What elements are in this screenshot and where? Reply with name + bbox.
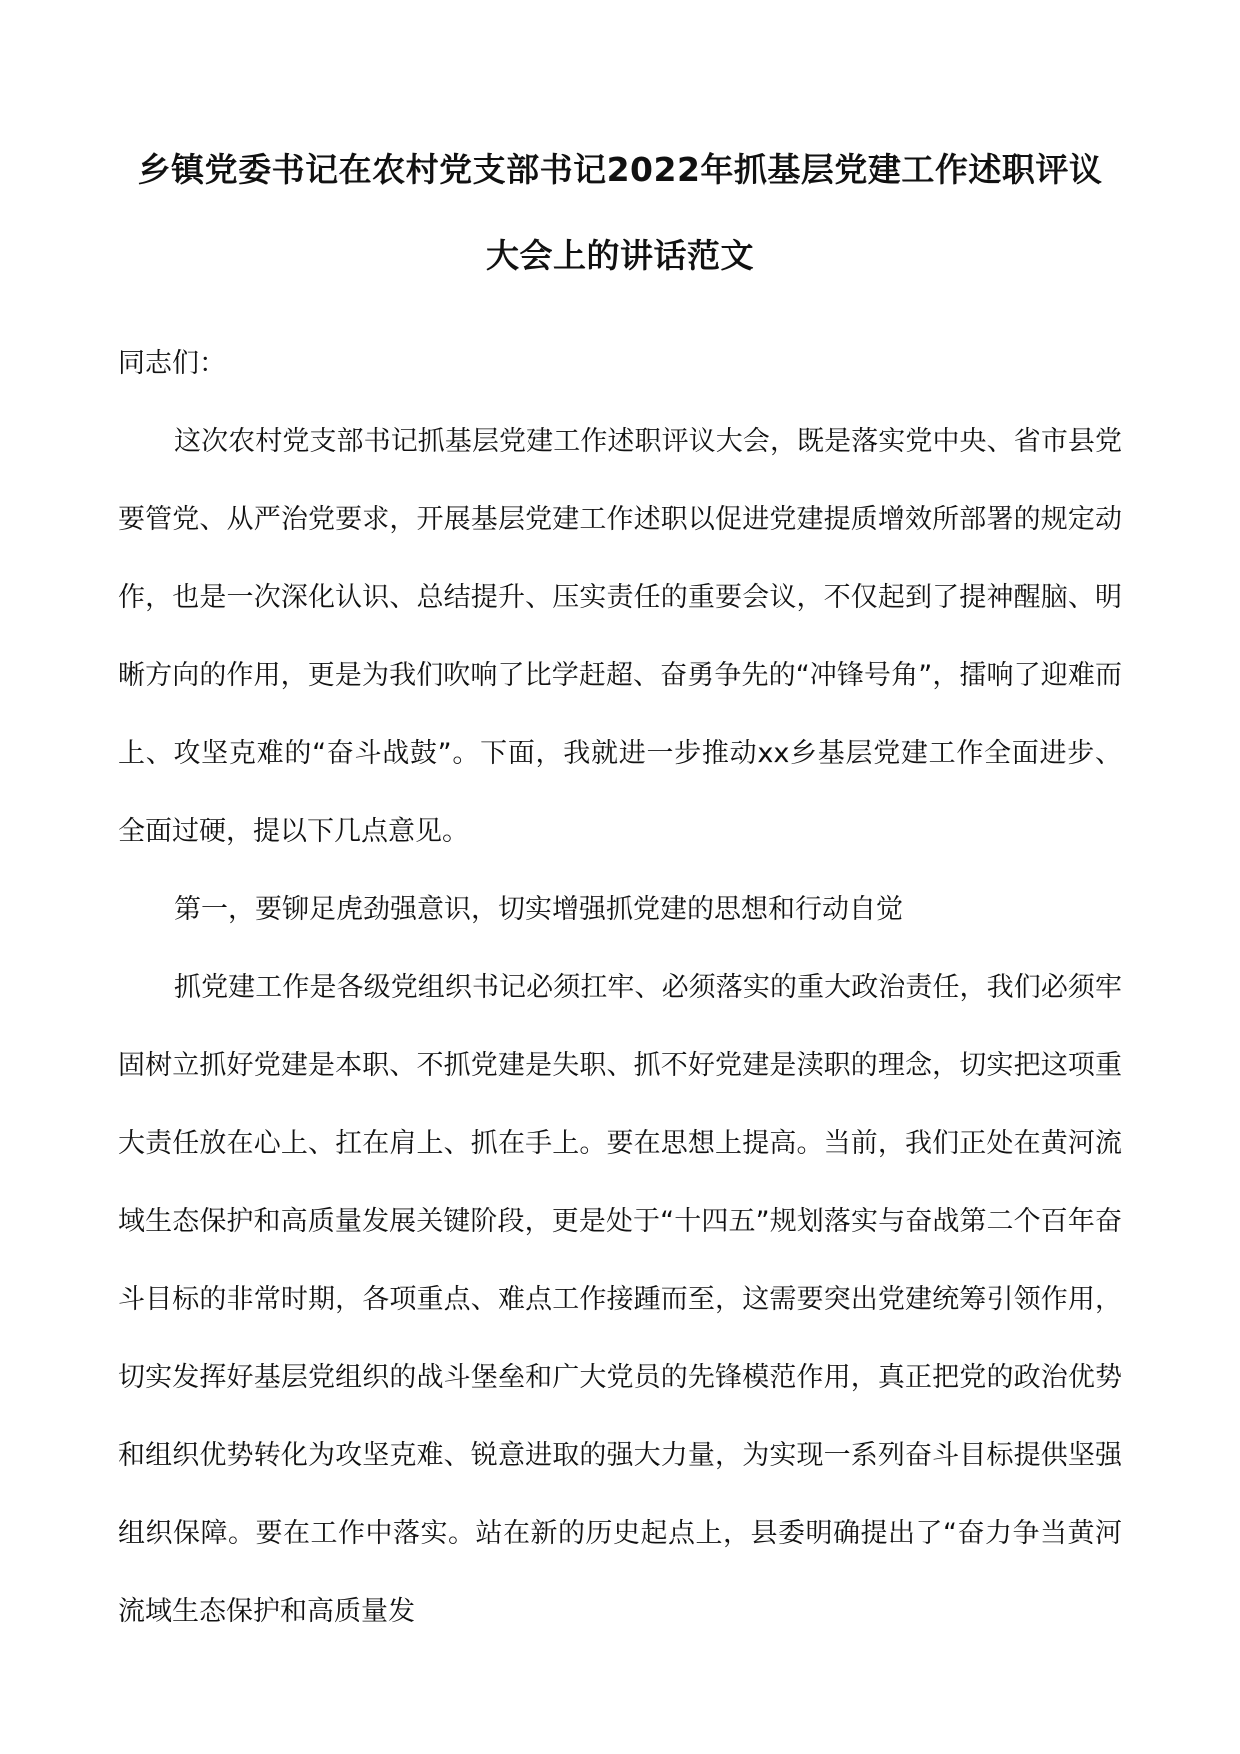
document-title-line-2: 大会上的讲话范文 bbox=[486, 236, 754, 275]
salutation: 同志们： bbox=[118, 348, 226, 379]
document-body bbox=[118, 325, 1122, 1651]
section-heading-first: 第一，要铆足虎劲强意识，切实增强抓党建的思想和行动自觉 bbox=[174, 894, 903, 925]
paragraph-intro: 这次农村党支部书记抓基层党建工作述职评议大会，既是落实党中央、省市县党要管党、从严治党要求，开展基层党建工作述职以促进党建提质增效所部署的规定动作，也是一次深化认识、总结提升、压实责任的重要会议，不仅起到了提神醒脑、明晰方向的作用，更是为我们吹响了比学赶超、奋勇争先的“冲锋号角”，擂响了迎难而上、攻坚克难的“奋斗战鼓”。下面，我就进一步推动xx乡基层党建工作全面进步、全面过硬，提以下几点意见。 bbox=[118, 426, 1122, 847]
document-title-line-1: 乡镇党委书记在农村党支部书记2022年抓基层党建工作述职评议 bbox=[137, 150, 1103, 189]
paragraph-first-body: 抓党建工作是各级党组织书记必须扛牢、必须落实的重大政治责任，我们必须牢固树立抓好党建是本职、不抓党建是失职、抓不好党建是渎职的理念，切实把这项重大责任放在心上、扛在肩上、抓在手上。要在思想上提高。当前，我们正处在黄河流域生态保护和高质量发展关键阶段，更是处于“十四五”规划落实与奋战第二个百年奋斗目标的非常时期，各项重点、难点工作接踵而至，这需要突出党建统筹引领作用，切实发挥好基层党组织的战斗堡垒和广大党员的先锋模范作用，真正把党的政治优势和组织优势转化为攻坚克难、锐意进取的强大力量，为实现一系列奋斗目标提供坚强组织保障。要在工作中落实。站在新的历史起点上，县委明确提出了“奋力争当黄河流域生态保护和高质量发 bbox=[118, 972, 1122, 1627]
